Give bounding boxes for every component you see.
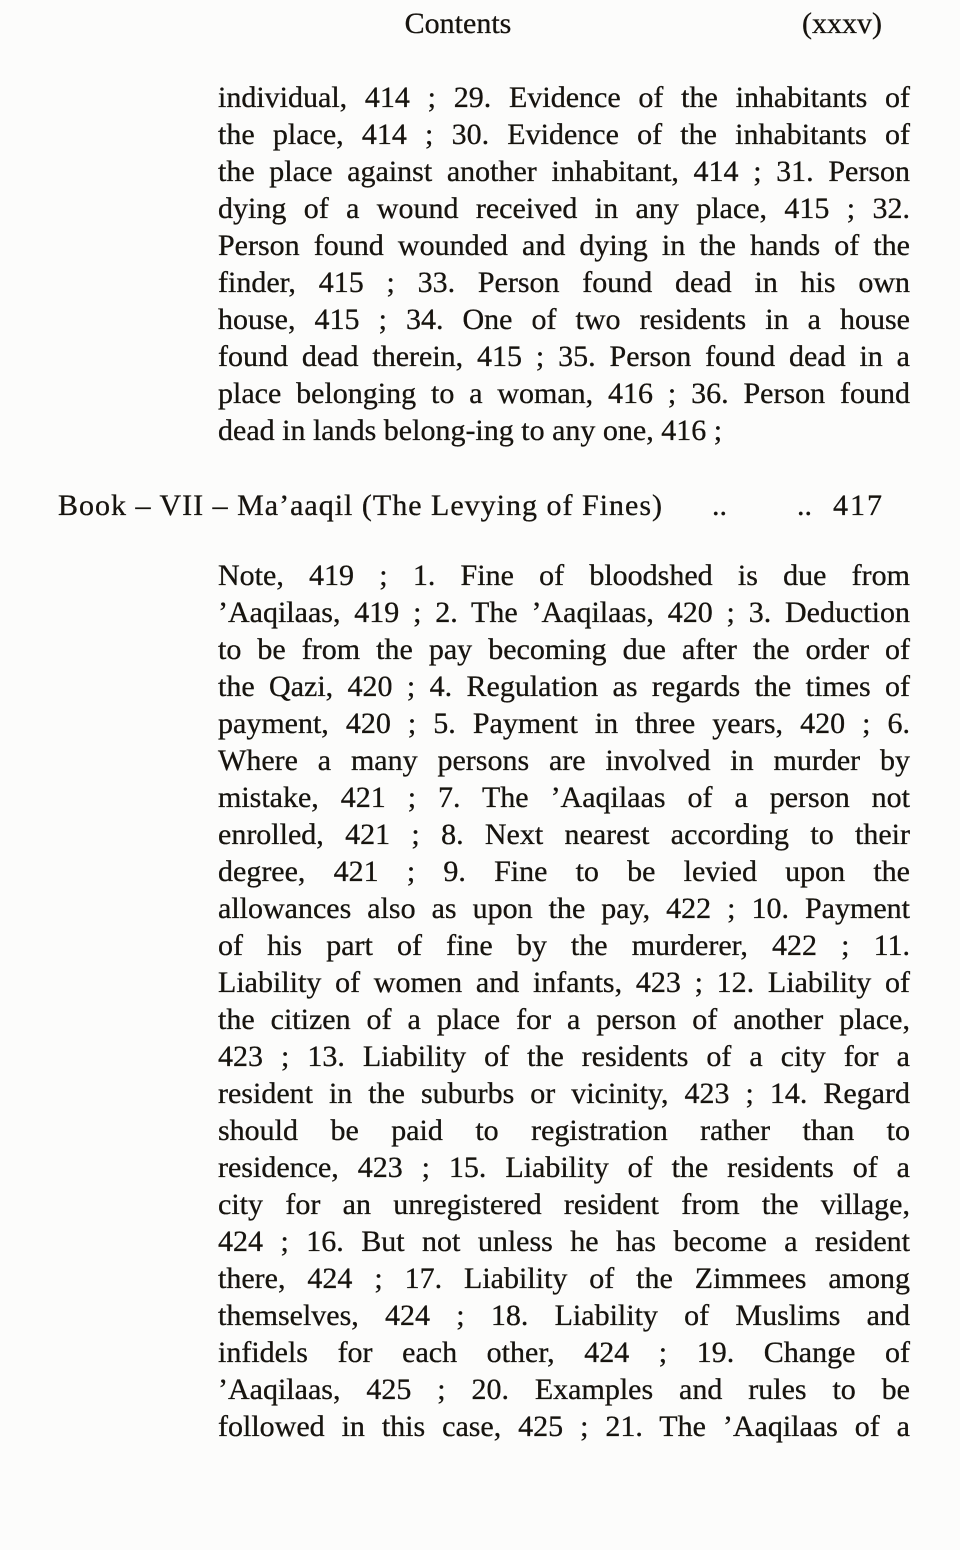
text-line: Person found wounded and dying in the hands of the xyxy=(218,229,910,262)
text-line: payment, 420 ; 5. Payment in three years, 420 ; 6. xyxy=(218,707,910,740)
book-heading-page-ref: 417 xyxy=(833,489,884,522)
text-line: should be paid to registration rather than to xyxy=(218,1114,910,1147)
text-line: degree, 421 ; 9. Fine to be levied upon the xyxy=(218,855,910,888)
text-line: Where a many persons are involved in murder by xyxy=(218,744,910,777)
text-line: allowances also as upon the pay, 422 ; 10. Payment xyxy=(218,892,910,925)
text-line: followed in this case, 425 ; 21. The ’Aaqilaas of a xyxy=(218,1410,910,1443)
page-title: Contents xyxy=(404,7,512,40)
text-line: city for an unregistered resident from the village, xyxy=(218,1188,910,1221)
paragraph-1 xyxy=(218,79,910,449)
book-heading-title: Book – VII – Ma’aaqil (The Levying of Fines) xyxy=(58,489,663,522)
text-line: there, 424 ; 17. Liability of the Zimmees among xyxy=(218,1262,910,1295)
page-number: (xxxv) xyxy=(802,7,882,40)
text-line: the citizen of a place for a person of another place, xyxy=(218,1003,910,1036)
text-line: of his part of fine by the murderer, 422 ; 11. xyxy=(218,929,910,962)
text-line: Note, 419 ; 1. Fine of bloodshed is due from xyxy=(218,559,910,592)
dot-leader: .. xyxy=(797,489,812,522)
text-line: mistake, 421 ; 7. The ’Aaqilaas of a person not xyxy=(218,781,910,814)
text-line: 424 ; 16. But not unless he has become a resident xyxy=(218,1225,910,1258)
text-line: dead in lands belong-ing to any one, 416 ; xyxy=(218,414,723,447)
text-line: finder, 415 ; 33. Person found dead in his own xyxy=(218,266,910,299)
text-line: infidels for each other, 424 ; 19. Change of xyxy=(218,1336,910,1369)
text-line: residence, 423 ; 15. Liability of the residents of a xyxy=(218,1151,910,1184)
text-line: place belonging to a woman, 416 ; 36. Person found xyxy=(218,377,910,410)
text-line: house, 415 ; 34. One of two residents in a house xyxy=(218,303,910,336)
dot-leader: .. xyxy=(712,489,727,522)
text-line: the place against another inhabitant, 414 ; 31. Person xyxy=(218,155,910,188)
text-line: dying of a wound received in any place, 415 ; 32. xyxy=(218,192,910,225)
text-line: ’Aaqilaas, 425 ; 20. Examples and rules to be xyxy=(218,1373,910,1406)
text-line: to be from the pay becoming due after the order of xyxy=(218,633,910,666)
text-line: enrolled, 421 ; 8. Next nearest according to their xyxy=(218,818,910,851)
text-line: Liability of women and infants, 423 ; 12. Liability of xyxy=(218,966,910,999)
text-line: 423 ; 13. Liability of the residents of a city for a xyxy=(218,1040,910,1073)
text-line: the place, 414 ; 30. Evidence of the inhabitants of xyxy=(218,118,910,151)
paragraph-2 xyxy=(218,557,910,1445)
book-heading xyxy=(0,487,960,524)
text-line: individual, 414 ; 29. Evidence of the inhabitants of xyxy=(218,81,910,114)
text-line: ’Aaqilaas, 419 ; 2. The ’Aaqilaas, 420 ; 3. Deduction xyxy=(218,596,910,629)
text-line: found dead therein, 415 ; 35. Person found dead in a xyxy=(218,340,910,373)
text-line: themselves, 424 ; 18. Liability of Muslims and xyxy=(218,1299,910,1332)
text-line: resident in the suburbs or vicinity, 423 ; 14. Regard xyxy=(218,1077,910,1110)
text-line: the Qazi, 420 ; 4. Regulation as regards the times of xyxy=(218,670,910,703)
